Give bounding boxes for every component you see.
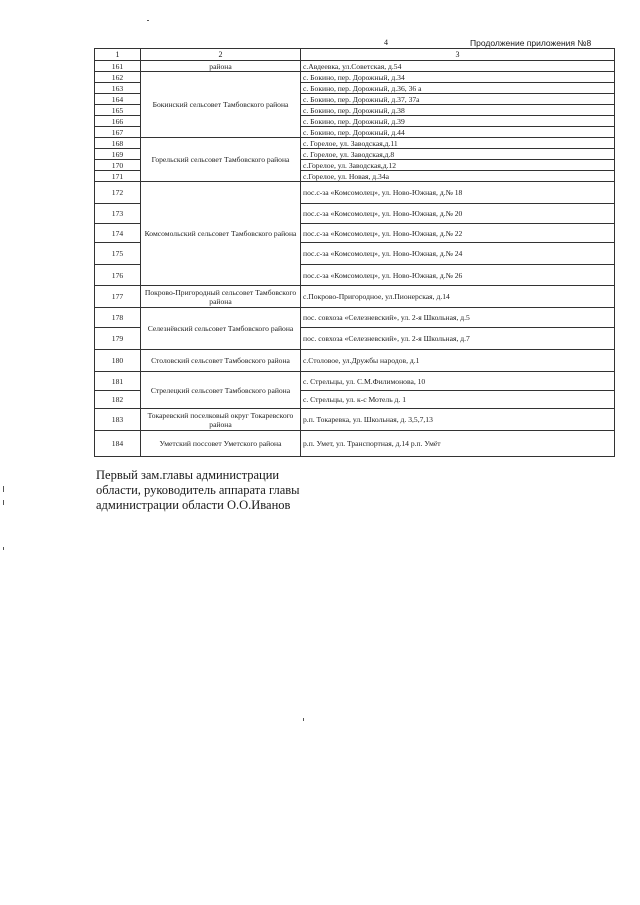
col-header-2: 2 [141,49,301,61]
address-cell: с. Бокино, пер. Дорожный, д.38 [301,105,615,116]
signature-line-1: Первый зам.главы администрации [96,468,280,482]
appendix-title: Продолжение приложения №8 [470,38,592,48]
table-row [95,182,615,204]
address-cell: пос. совхоза «Селезневский», ул. 2-я Школьная, д.5 [301,308,615,328]
address-cell: с. Бокино, пер. Дорожный, д.34 [301,72,615,83]
row-number: 173 [95,204,141,224]
address-cell: с.Горелое, ул. Новая, д.34а [301,171,615,182]
row-number: 182 [95,391,141,409]
table-row [95,409,615,431]
address-cell: пос.с-за «Комсомолец», ул. Ново-Южная, д.№ 18 [301,182,615,204]
table-row [95,286,615,308]
scan-mark [3,486,4,492]
table-row [95,372,615,391]
address-cell: р.п. Токаревка, ул. Школьная, д. 3,5,7,13 [301,409,615,431]
area-cell: Комсомольский сельсовет Тамбовского района [141,182,301,286]
row-number: 179 [95,328,141,350]
address-cell: с. Горелое, ул. Заводская,д.11 [301,138,615,149]
area-cell: Столовский сельсовет Тамбовского района [141,350,301,372]
address-cell: с. Горелое, ул. Заводская,д.8 [301,149,615,160]
address-cell: пос.с-за «Комсомолец», ул. Ново-Южная, д.№ 22 [301,224,615,243]
row-number: 177 [95,286,141,308]
signature-block [96,468,396,513]
table-row [95,138,615,149]
address-cell: пос. совхоза «Селезневский», ул. 2-я Школьная, д.7 [301,328,615,350]
area-cell: Токаревский поселковый округ Токаревского района [141,409,301,431]
scan-mark [3,500,4,505]
table-row [95,308,615,328]
row-number: 178 [95,308,141,328]
col-header-1: 1 [95,49,141,61]
signature-line-2: области, руководитель аппарата главы [96,483,300,497]
address-cell: с.Авдеевка, ул.Советская, д.54 [301,61,615,72]
addresses-table [94,48,615,457]
address-cell: пос.с-за «Комсомолец», ул. Ново-Южная, д.№ 20 [301,204,615,224]
address-cell: с.Столовое, ул.Дружбы народов, д.1 [301,350,615,372]
row-number: 161 [95,61,141,72]
row-number: 184 [95,431,141,457]
row-number: 168 [95,138,141,149]
area-cell: Покрово-Пригородный сельсовет Тамбовского района [141,286,301,308]
row-number: 165 [95,105,141,116]
address-cell: р.п. Умет, ул. Транспортная, д.14 р.п. Умёт [301,431,615,457]
row-number: 176 [95,265,141,286]
row-number: 171 [95,171,141,182]
address-cell: с. Бокино, пер. Дорожный, д.36, 36 а [301,83,615,94]
table-row [95,61,615,72]
area-cell: Уметский поссовет Уметского района [141,431,301,457]
row-number: 181 [95,372,141,391]
address-cell: с.Покрово-Пригородное, ул.Пионерская, д.14 [301,286,615,308]
row-number: 183 [95,409,141,431]
address-cell: пос.с-за «Комсомолец», ул. Ново-Южная, д.№ 24 [301,243,615,265]
col-header-3: 3 [301,49,615,61]
row-number: 162 [95,72,141,83]
area-cell: Селезнёвский сельсовет Тамбовского района [141,308,301,350]
address-cell: с. Стрельцы, ул. к-с Мотель д. 1 [301,391,615,409]
signature-line-3: администрации области О.О.Иванов [96,498,291,512]
row-number: 166 [95,116,141,127]
area-cell: Стрелецкий сельсовет Тамбовского района [141,372,301,409]
scan-mark [3,547,4,550]
table-row [95,72,615,83]
row-number: 170 [95,160,141,171]
area-cell: района [141,61,301,72]
address-cell: с. Бокино, пер. Дорожный, д.39 [301,116,615,127]
address-cell: пос.с-за «Комсомолец», ул. Ново-Южная, д.№ 26 [301,265,615,286]
row-number: 175 [95,243,141,265]
address-cell: с. Бокино, пер. Дорожный, д.37, 37а [301,94,615,105]
table-row [95,431,615,457]
row-number: 169 [95,149,141,160]
row-number: 180 [95,350,141,372]
area-cell: Бокинский сельсовет Тамбовского района [141,72,301,138]
row-number: 174 [95,224,141,243]
address-cell: с. Бокино, пер. Дорожный, д.44 [301,127,615,138]
row-number: 163 [95,83,141,94]
area-cell: Горельский сельсовет Тамбовского района [141,138,301,182]
row-number: 172 [95,182,141,204]
row-number: 167 [95,127,141,138]
table-header-row [95,49,615,61]
row-number: 164 [95,94,141,105]
address-cell: с. Стрельцы, ул. С.М.Филимонова, 10 [301,372,615,391]
table-row [95,350,615,372]
scan-mark [303,718,304,721]
address-cell: с.Горелое, ул. Заводская,д.12 [301,160,615,171]
page-number: 4 [384,38,388,47]
scan-mark [147,20,149,21]
